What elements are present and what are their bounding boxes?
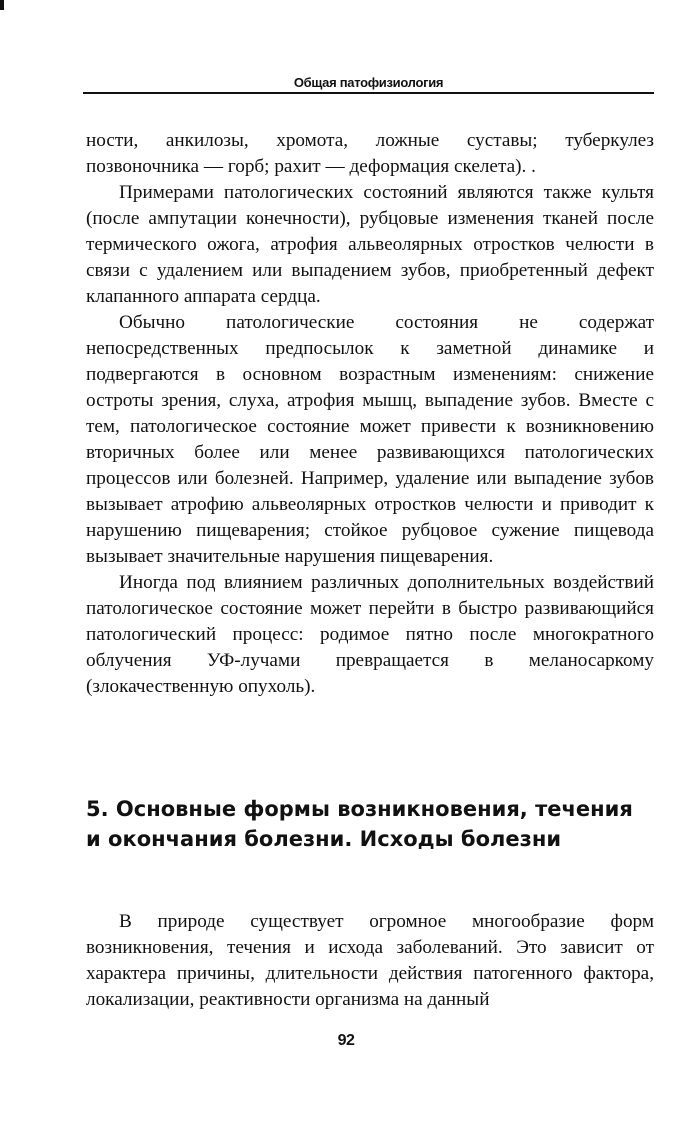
scan-corner-mark — [0, 0, 4, 10]
section-body-text — [86, 909, 654, 1013]
paragraph: Иногда под влиянием различных дополнительных воздействий патологическое состояние может перейти в быстро развивающийся патологический процесс: родимое пятно после многократного облучения УФ-лучами превращается в меланосаркому (злокачественную опухоль). — [86, 572, 654, 697]
paragraph: Обычно патологические состояния не содержат непосредственных предпосылок к заметной динамике и подвергаются в основном возрастным изменениям: снижение остроты зрения, слуха, атрофия мышц, выпадение зубов. Вместе с тем, патологическое состояние может привести к возникновению вторичных более или менее развивающихся патологических процессов или болезней. Например, удаление или выпадение зубов вызывает атрофию альвеолярных отростков челюсти и приводит к нарушению пищеварения; стойкое рубцовое сужение пищевода вызывает значительные нарушения пищеварения. — [86, 312, 654, 567]
paragraph: Примерами патологических состояний являются также культя (после ампутации конечности), рубцовые изменения тканей после термического ожога, атрофия альвеолярных отростков челюсти в связи с удалением или выпадением зубов, приобретенный дефект клапанного аппарата сердца. — [86, 182, 654, 307]
running-header-title: Общая патофизиология — [293, 75, 444, 90]
page-number: 92 — [337, 1032, 355, 1049]
header-rule — [83, 92, 654, 94]
paragraph: В природе существует огромное многообразие форм возникновения, течения и исхода заболеваний. Это зависит от характера причины, длительности действия патогенного фактора, локализации, реактивности организма на данный — [86, 911, 654, 1010]
section-heading: 5. Основные формы возникновения, течения и окончания болезни. Исходы болезни — [86, 797, 633, 851]
paragraph-continuation: ности, анкилозы, хромота, ложные суставы; туберкулез позвоночника — горб; рахит — деформация скелета). . — [86, 130, 654, 177]
body-text — [86, 128, 654, 700]
